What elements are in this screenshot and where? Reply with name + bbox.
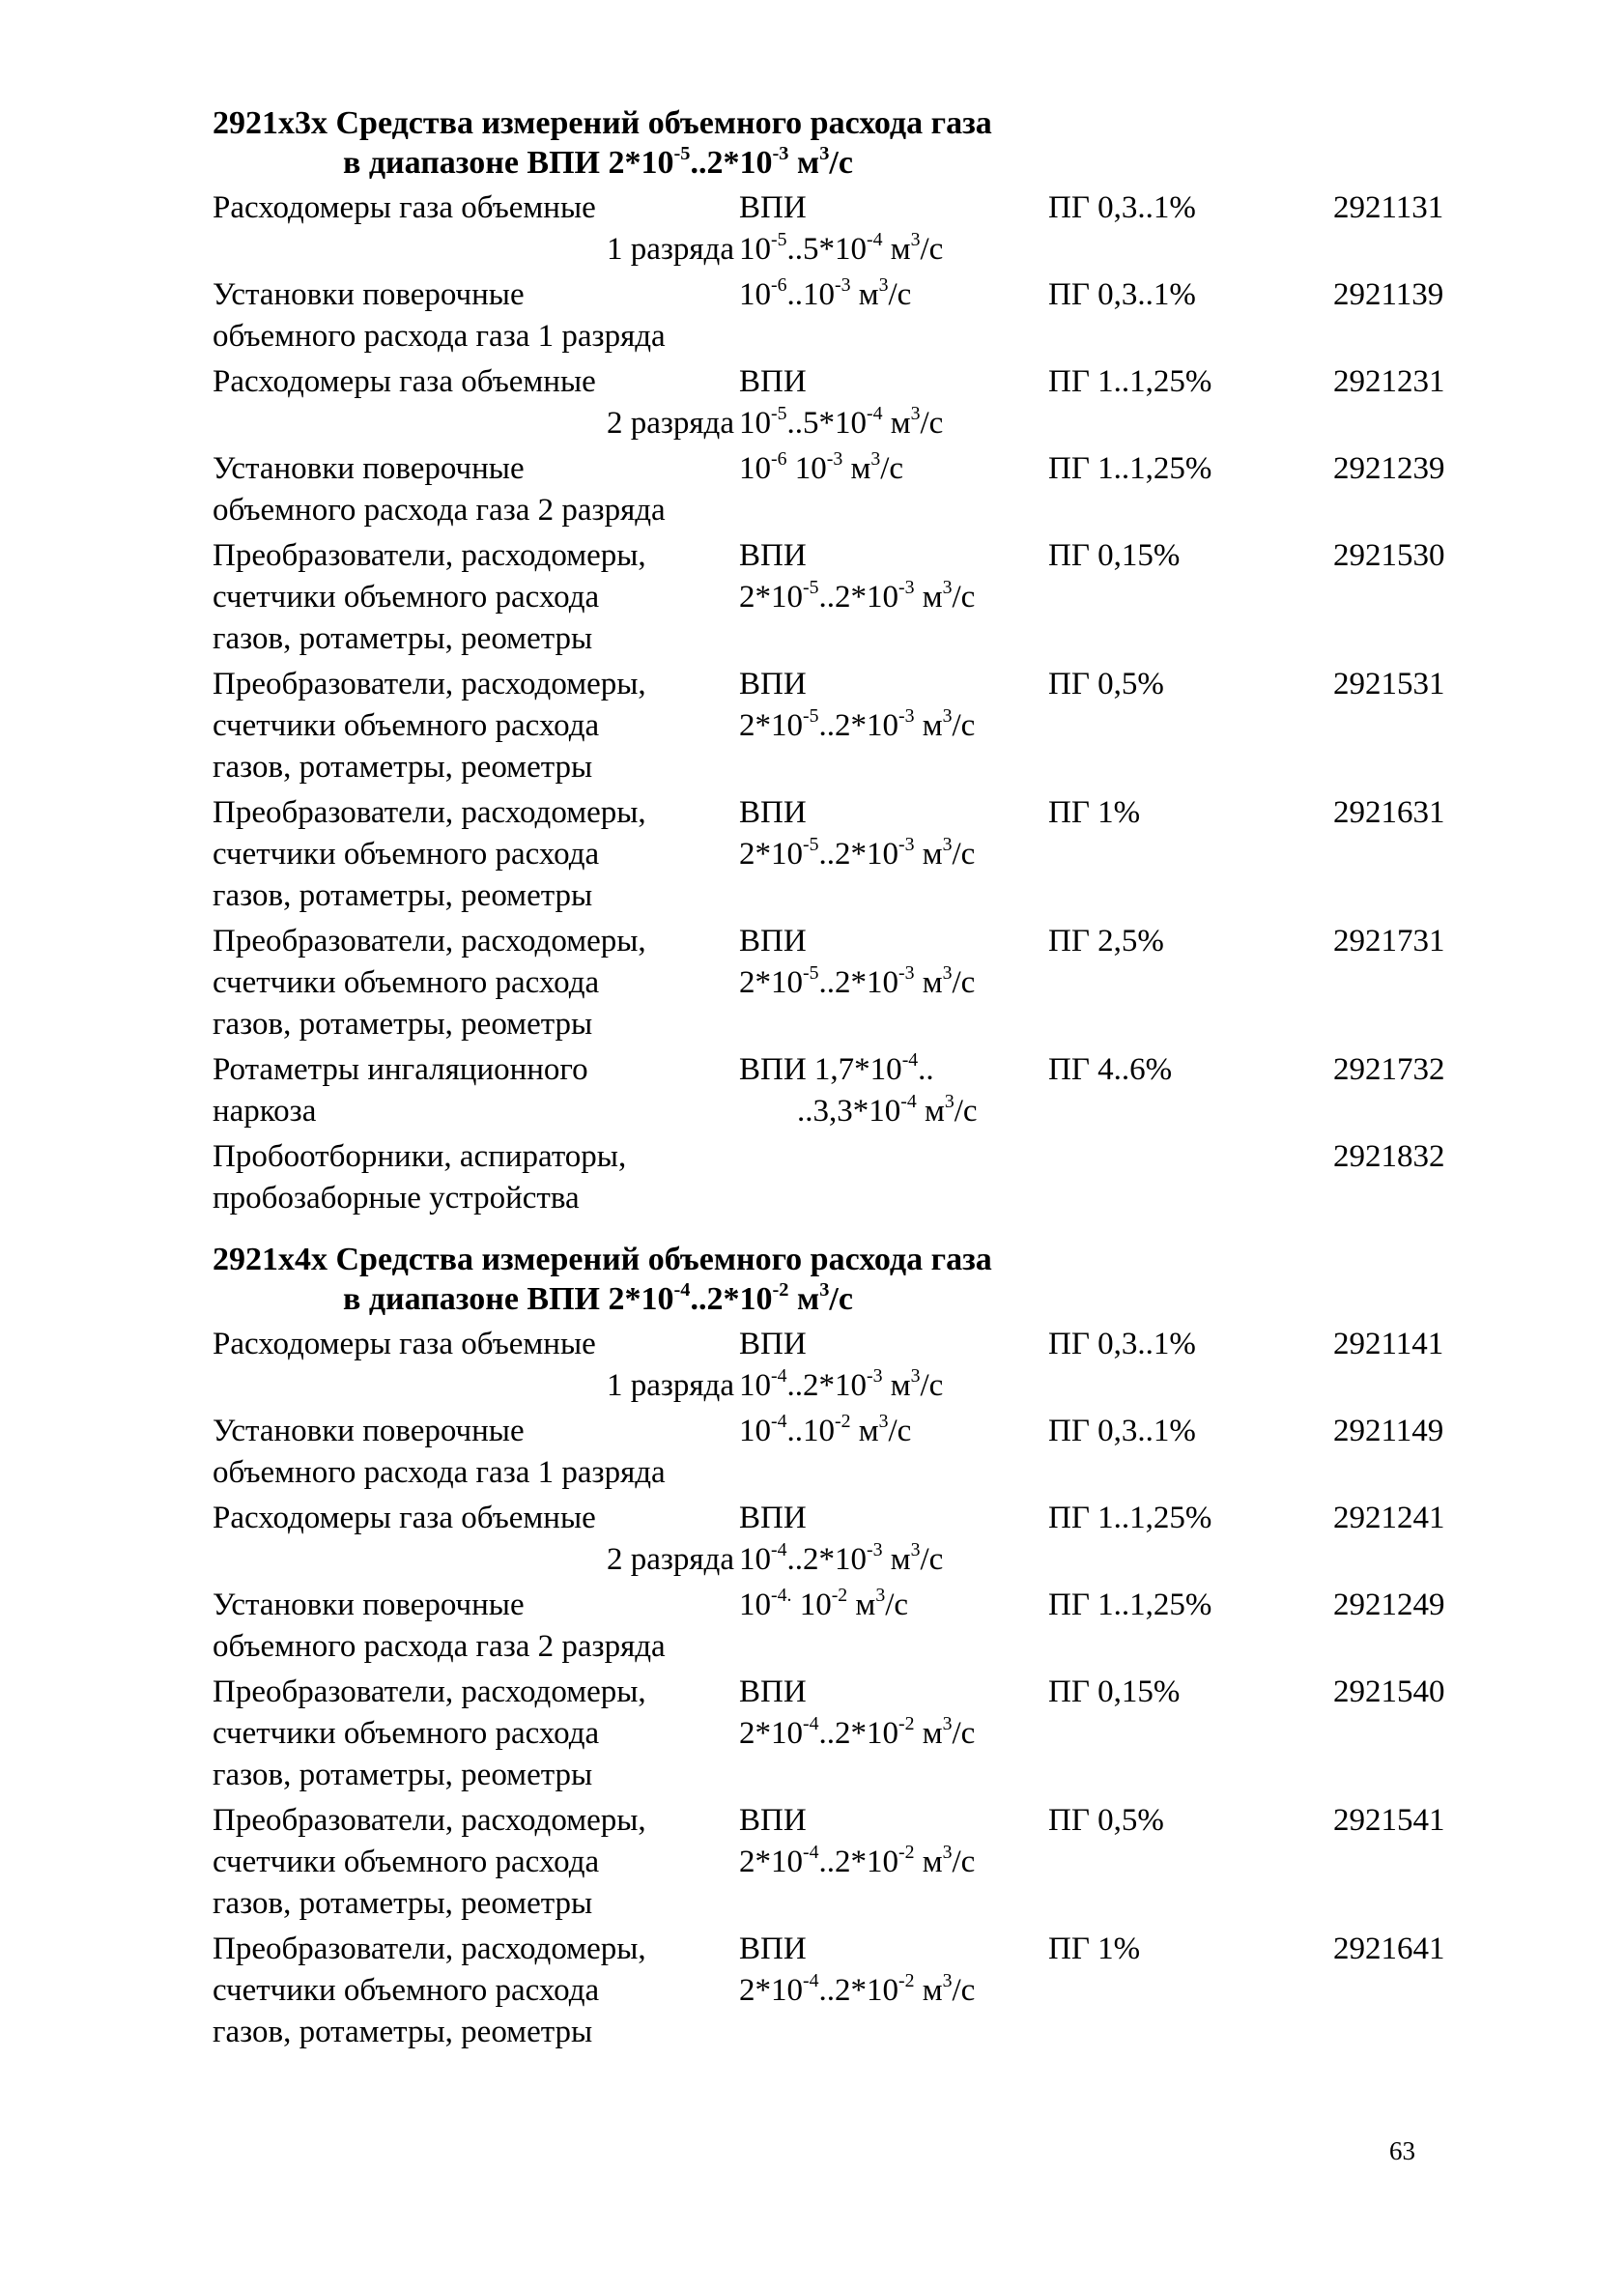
instrument-name-line: Преобразователи, расходомеры, <box>213 1803 646 1838</box>
table-row <box>0 1672 1624 1796</box>
instrument-name-line: счетчики объемного расхода <box>213 1716 600 1751</box>
table-row <box>0 921 1624 1045</box>
instrument-name-line: пробозаборные устройства <box>213 1181 580 1216</box>
table-row <box>0 361 1624 444</box>
accuracy-limit: ПГ 0,15% <box>1048 1674 1181 1709</box>
instrument-name <box>213 1929 734 2053</box>
measurement-range <box>739 1672 1048 1755</box>
instrument-name <box>213 792 734 917</box>
measurement-range-line: $10^{-4}..2*10^{-3}$ $м^3/с$ <box>739 1365 944 1403</box>
measurement-range-line: ВПИ <box>739 1501 807 1535</box>
table-row <box>0 274 1624 358</box>
instrument-name-line: газов, ротаметры, реометры <box>213 878 593 913</box>
accuracy-limit: ПГ 0,3..1% <box>1048 1414 1196 1448</box>
instrument-name <box>213 1324 734 1407</box>
accuracy-limit: ПГ 0,3..1% <box>1048 277 1196 312</box>
instrument-name-line: счетчики объемного расхода <box>213 837 600 872</box>
instrument-name-line: Расходомеры газа объемные <box>213 190 596 225</box>
measurement-range <box>739 1929 1048 2012</box>
instrument-name-line: газов, ротаметры, реометры <box>213 1007 593 1042</box>
measurement-range-line: ВПИ <box>739 1931 807 1966</box>
measurement-range-line: $..3,3*10^{-4}$ $м^3/с$ <box>797 1091 978 1129</box>
table-row <box>0 792 1624 917</box>
accuracy-limit: ПГ 0,15% <box>1048 538 1181 573</box>
measurement-range-line: $2*10^{-5}..2*10^{-3}$ $м^3/с$ <box>739 705 976 743</box>
instrument-name-line: счетчики объемного расхода <box>213 965 600 1000</box>
measurement-range-line: $10^{-5}..5*10^{-4}$ $м^3/с$ <box>739 229 944 267</box>
accuracy-limit: ПГ 2,5% <box>1048 924 1164 959</box>
instrument-name-line: Пробоотборники, аспираторы, <box>213 1139 627 1174</box>
instrument-name-line: счетчики объемного расхода <box>213 1973 600 2008</box>
measurement-range-line: ВПИ <box>739 1674 807 1709</box>
accuracy-limit: ПГ 0,3..1% <box>1048 190 1196 225</box>
measurement-range-line: $2*10^{-4}..2*10^{-2}$ $м^3/с$ <box>739 1713 976 1751</box>
table-row <box>0 1498 1624 1581</box>
instrument-name-line: счетчики объемного расхода <box>213 708 600 743</box>
instrument-list <box>0 187 1624 1219</box>
instrument-name-line: 2 разряда <box>606 406 734 441</box>
instrument-name <box>213 535 734 660</box>
accuracy-limit: ПГ 0,5% <box>1048 667 1164 701</box>
accuracy-limit: ПГ 0,3..1% <box>1048 1327 1196 1361</box>
classification-code: 2921239 <box>1333 451 1445 486</box>
instrument-name-line: Преобразователи, расходомеры, <box>213 924 646 959</box>
instrument-name-line: Установки поверочные <box>213 1414 525 1448</box>
measurement-range <box>739 274 1048 316</box>
instrument-name <box>213 1049 734 1132</box>
measurement-range-line: ВПИ <box>739 924 807 959</box>
instrument-name-line: газов, ротаметры, реометры <box>213 1886 593 1921</box>
instrument-name-line: Установки поверочные <box>213 451 525 486</box>
measurement-range-line: $10^{-4}..10^{-2}$ $м^3/с$ <box>739 1411 912 1448</box>
instrument-name <box>213 1411 734 1494</box>
measurement-range-line: $2*10^{-5}..2*10^{-3}$ $м^3/с$ <box>739 834 976 872</box>
instrument-name <box>213 1585 734 1668</box>
table-row <box>0 1136 1624 1219</box>
instrument-name-line: Установки поверочные <box>213 277 525 312</box>
instrument-name <box>213 187 734 271</box>
measurement-range <box>739 361 1048 444</box>
classification-code: 2921141 <box>1333 1327 1444 1361</box>
accuracy-limit: ПГ 1% <box>1048 1931 1141 1966</box>
instrument-name-line: Расходомеры газа объемные <box>213 364 596 399</box>
instrument-name-line: Расходомеры газа объемные <box>213 1327 596 1361</box>
instrument-name-line: Преобразователи, расходомеры, <box>213 538 646 573</box>
classification-code: 2921631 <box>1333 795 1445 830</box>
measurement-range-line: $10^{-6}$ $10^{-3}$ $м^3/с$ <box>739 448 904 486</box>
measurement-range-line: $10^{-6}..10^{-3}$ $м^3/с$ <box>739 274 912 312</box>
classification-code: 2921149 <box>1333 1414 1444 1448</box>
measurement-range-line: ВПИ <box>739 795 807 830</box>
classification-code: 2921832 <box>1333 1139 1445 1174</box>
instrument-name <box>213 448 734 531</box>
instrument-name-line: газов, ротаметры, реометры <box>213 2015 593 2049</box>
instrument-name <box>213 1498 734 1581</box>
table-row <box>0 1800 1624 1925</box>
classification-code: 2921249 <box>1333 1588 1445 1622</box>
table-row <box>0 1411 1624 1494</box>
instrument-name <box>213 664 734 788</box>
measurement-range-line: $10^{-4}..2*10^{-3}$ $м^3/с$ <box>739 1539 944 1577</box>
measurement-range-line: ВПИ <box>739 1803 807 1838</box>
table-row <box>0 448 1624 531</box>
instrument-name-line: счетчики объемного расхода <box>213 580 600 615</box>
instrument-name-line: 1 разряда <box>606 232 734 267</box>
measurement-range-line: ВПИ <box>739 667 807 701</box>
accuracy-limit: ПГ 1..1,25% <box>1048 1501 1212 1535</box>
accuracy-limit: ПГ 0,5% <box>1048 1803 1164 1838</box>
instrument-name <box>213 1800 734 1925</box>
instrument-name-line: 2 разряда <box>606 1542 734 1577</box>
table-row <box>0 1049 1624 1132</box>
measurement-range-line: $2*10^{-5}..2*10^{-3}$ $м^3/с$ <box>739 577 976 615</box>
measurement-range <box>739 1049 1048 1132</box>
instrument-name-line: газов, ротаметры, реометры <box>213 750 593 785</box>
accuracy-limit: ПГ 1..1,25% <box>1048 1588 1212 1622</box>
accuracy-limit: ПГ 1% <box>1048 795 1141 830</box>
classification-code: 2921541 <box>1333 1803 1445 1838</box>
measurement-range-line: ВПИ <box>739 190 807 225</box>
measurement-range-line: $10^{-5}..5*10^{-4}$ $м^3/с$ <box>739 403 944 441</box>
accuracy-limit: ПГ 4..6% <box>1048 1052 1173 1087</box>
section-title: 2921x4x Средства измерений объемного расхода газа <box>213 1242 992 1277</box>
measurement-range-line: ВПИ <box>739 1327 807 1361</box>
accuracy-limit: ПГ 1..1,25% <box>1048 364 1212 399</box>
measurement-range <box>739 792 1048 875</box>
instrument-name-line: 1 разряда <box>606 1368 734 1403</box>
instrument-name-line: объемного расхода газа 2 разряда <box>213 493 666 528</box>
instrument-name-line: Преобразователи, расходомеры, <box>213 667 646 701</box>
instrument-name-line: Преобразователи, расходомеры, <box>213 795 646 830</box>
measurement-range <box>739 1800 1048 1883</box>
table-row <box>0 664 1624 788</box>
classification-code: 2921531 <box>1333 667 1445 701</box>
accuracy-limit: ПГ 1..1,25% <box>1048 451 1212 486</box>
instrument-name-line: Преобразователи, расходомеры, <box>213 1931 646 1966</box>
measurement-range-line: $2*10^{-4}..2*10^{-2}$ $м^3/с$ <box>739 1842 976 1879</box>
measurement-range-line: $2*10^{-5}..2*10^{-3}$ $м^3/с$ <box>739 962 976 1000</box>
instrument-name <box>213 361 734 444</box>
section-2921x4x <box>0 1241 1624 2057</box>
measurement-range <box>739 1324 1048 1407</box>
classification-code: 2921731 <box>1333 924 1445 959</box>
classification-code: 2921641 <box>1333 1931 1445 1966</box>
instrument-name <box>213 274 734 358</box>
classification-code: 2921231 <box>1333 364 1445 399</box>
page-number: 63 <box>1389 2136 1415 2165</box>
instrument-name-line: Ротаметры ингаляционного <box>213 1052 588 1087</box>
table-row <box>0 1929 1624 2053</box>
measurement-range-line: ВПИ $1,7*10^{-4}$.. <box>739 1049 934 1087</box>
instrument-name-line: газов, ротаметры, реометры <box>213 621 593 656</box>
measurement-range-line: ВПИ <box>739 364 807 399</box>
measurement-range-line: ВПИ <box>739 538 807 573</box>
instrument-list <box>0 1324 1624 2053</box>
measurement-range-line: $10^{-4.}$ $10^{-2}$ $м^3/с$ <box>739 1585 909 1622</box>
classification-code: 2921732 <box>1333 1052 1445 1087</box>
classification-code: 2921131 <box>1333 190 1444 225</box>
instrument-name-line: Установки поверочные <box>213 1588 525 1622</box>
measurement-range <box>739 1498 1048 1581</box>
instrument-name-line: объемного расхода газа 1 разряда <box>213 319 666 354</box>
instrument-name-line: Расходомеры газа объемные <box>213 1501 596 1535</box>
instrument-name-line: счетчики объемного расхода <box>213 1845 600 1879</box>
section-subtitle: в диапазоне ВПИ $2*10^{-5}..2*10^{-3}$ $м^3/с$ <box>343 142 853 181</box>
table-row <box>0 1324 1624 1407</box>
table-row <box>0 535 1624 660</box>
instrument-name-line: наркоза <box>213 1094 317 1129</box>
measurement-range <box>739 1411 1048 1452</box>
classification-code: 2921139 <box>1333 277 1444 312</box>
instrument-name <box>213 1136 734 1219</box>
measurement-range <box>739 187 1048 271</box>
classification-code: 2921540 <box>1333 1674 1445 1709</box>
table-row <box>0 187 1624 271</box>
section-title: 2921x3x Средства измерений объемного расхода газа <box>213 105 992 141</box>
instrument-name-line: объемного расхода газа 1 разряда <box>213 1455 666 1490</box>
instrument-name-line: газов, ротаметры, реометры <box>213 1758 593 1792</box>
measurement-range-line: $2*10^{-4}..2*10^{-2}$ $м^3/с$ <box>739 1970 976 2008</box>
measurement-range <box>739 448 1048 490</box>
classification-code: 2921530 <box>1333 538 1445 573</box>
instrument-name-line: объемного расхода газа 2 разряда <box>213 1629 666 1664</box>
table-row <box>0 1585 1624 1668</box>
section-subtitle: в диапазоне ВПИ $2*10^{-4}..2*10^{-2}$ $м^3/с$ <box>343 1278 853 1317</box>
section-2921x3x <box>0 104 1624 1223</box>
instrument-name <box>213 921 734 1045</box>
instrument-name <box>213 1672 734 1796</box>
classification-code: 2921241 <box>1333 1501 1445 1535</box>
measurement-range <box>739 1585 1048 1626</box>
measurement-range <box>739 921 1048 1004</box>
measurement-range <box>739 535 1048 618</box>
instrument-name-line: Преобразователи, расходомеры, <box>213 1674 646 1709</box>
measurement-range <box>739 664 1048 747</box>
